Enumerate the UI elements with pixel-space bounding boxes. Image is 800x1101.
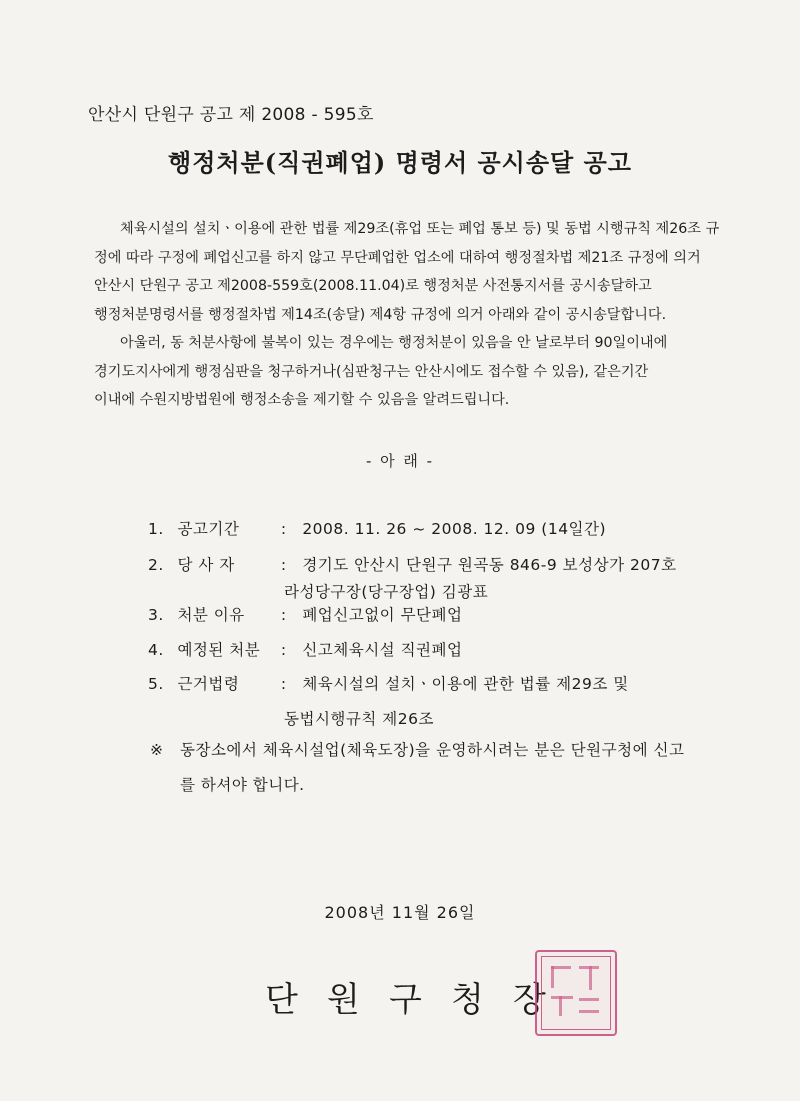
item-number: 1. (148, 520, 164, 538)
seal-stroke (551, 966, 554, 988)
item-label: 당 사 자 (177, 556, 235, 574)
item-number: 5. (148, 675, 164, 693)
seal-stroke (559, 996, 562, 1016)
item-label: 근거법령 (177, 675, 240, 693)
item-party (148, 553, 677, 575)
item-label: 처분 이유 (177, 606, 245, 624)
item-planned-action (148, 638, 462, 660)
document-date: 2008년 11월 26일 (324, 903, 476, 922)
item-reason (148, 603, 462, 625)
item-number: 4. (148, 641, 164, 659)
item-legal-basis-continuation: 동법시행규칙 제26조 (284, 710, 434, 728)
body-line: 이내에 수원지방법원에 행정소송을 제기할 수 있음을 알려드립니다. (94, 392, 510, 408)
seal-stroke (551, 996, 573, 999)
notice-body (94, 215, 749, 415)
item-separator: : (280, 556, 287, 574)
notice-number: 안산시 단원구 공고 제 2008 - 595호 (88, 105, 374, 125)
item-separator: : (280, 675, 287, 693)
item-separator: : (280, 520, 287, 538)
item-value: 폐업신고없이 무단폐업 (302, 606, 463, 624)
issuer-char: 원 (327, 980, 361, 1020)
seal-stroke (579, 998, 599, 1001)
body-line: 안산시 단원구 공고 제2008-559호(2008.11.04)로 행정처분 사전통지서를 공시송달하고 (94, 278, 652, 294)
issuer-char: 장 (513, 980, 547, 1020)
issuer-name (265, 972, 575, 1021)
item-label: 공고기간 (177, 520, 240, 538)
item-value: 경기도 안산시 단원구 원곡동 846-9 보성상가 207호 (302, 556, 677, 574)
body-line: 정에 따라 구정에 폐업신고를 하지 않고 무단폐업한 업소에 대하여 행정절차법 제21조 규정에 의거 (94, 249, 701, 266)
note-line: 를 하셔야 합니다. (180, 776, 305, 794)
issuer-char: 구 (389, 980, 423, 1020)
item-label: 예정된 처분 (177, 641, 261, 659)
item-value: 체육시설의 설치ㆍ이용에 관한 법률 제29조 및 (302, 675, 629, 693)
reference-mark: ※ (150, 741, 164, 759)
item-number: 3. (148, 606, 164, 624)
item-separator: : (280, 606, 287, 624)
item-legal-basis (148, 672, 629, 694)
item-value: 신고체육시설 직권폐업 (302, 641, 463, 659)
body-line: 경기도지사에게 행정심판을 청구하거나(심판청구는 안산시에도 접수할 수 있음), 같은기간 (94, 363, 649, 380)
note-line (150, 738, 684, 760)
seal-stroke (589, 966, 592, 990)
document-title: 행정처분(직권폐업) 명령서 공시송달 공고 (168, 148, 632, 177)
sub-heading: - 아 래 - (365, 452, 435, 470)
item-separator: : (280, 641, 287, 659)
official-seal-icon (535, 950, 617, 1036)
item-number: 2. (148, 556, 164, 574)
item-value: 2008. 11. 26 ~ 2008. 12. 09 (14일간) (302, 520, 607, 538)
seal-stroke (551, 966, 571, 969)
item-party-continuation: 라성당구장(당구장업) 김광표 (284, 583, 489, 601)
item-notice-period (148, 517, 606, 539)
body-line: 행정처분명령서를 행정절차법 제14조(송달) 제4항 규정에 의거 아래와 같이 공시송달합니다. (94, 306, 667, 323)
issuer-char: 청 (451, 980, 485, 1020)
body-line: 체육시설의 설치ㆍ이용에 관한 법률 제29조(휴업 또는 폐업 통보 등) 및 동법 시행규칙 제26조 규 (120, 221, 720, 237)
issuer-char: 단 (265, 980, 299, 1020)
seal-stroke (579, 1010, 599, 1013)
note-text: 동장소에서 체육시설업(체육도장)을 운영하시려는 분은 단원구청에 신고 (180, 741, 685, 759)
body-line: 아울러, 동 처분사항에 불복이 있는 경우에는 행정처분이 있음을 안 날로부터 90일이내에 (120, 335, 668, 351)
